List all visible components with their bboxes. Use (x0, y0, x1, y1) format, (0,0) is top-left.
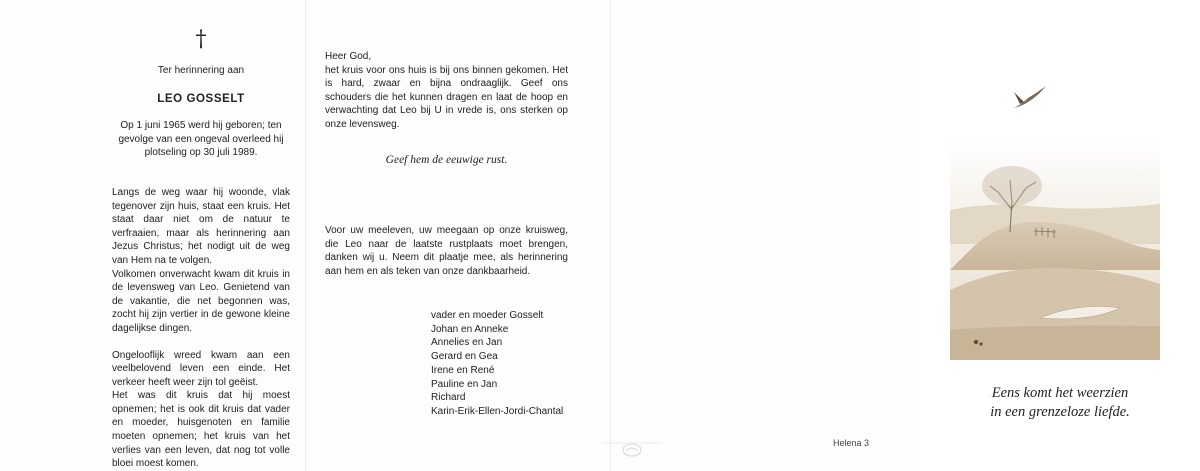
prayer-greeting: Heer God, (325, 51, 372, 62)
paragraph: Langs de weg waar hij woonde, vlak tegenover zijn huis, staat een kruis. Het staat daar niet om de natuur te verfraaien, maar als herinnering aan Jezus Christus; het nodigt uit de weg van Hem na te volgen. (112, 186, 290, 266)
rest-quote: Geef hem de eeuwige rust. (385, 153, 508, 166)
deceased-name: LEO GOSSELT (157, 92, 245, 105)
family-member: Gerard en Gea (431, 351, 498, 363)
family-member: Pauline en Jan (431, 378, 498, 390)
birth-death-text: Op 1 juni 1965 werd hij geboren; ten gevolge van een ongeval overleed hij plotseling op 30 juli 1989. (118, 120, 284, 159)
prayer-text: het kruis voor ons huis is bij ons binnen gekomen. Het is hard, zwaar en bijna ondraaglijk. Geef ons schouders die het kunnen dragen en laat de hoop en verwachting dat Leo bij U in vrede is, ons sterken op onze levensweg. (325, 64, 568, 130)
verse-line: in een grenzeloze liefde. (990, 404, 1130, 420)
printer-emblem-icon (600, 434, 664, 460)
print-label: Helena 3 (833, 438, 870, 448)
fold-line (305, 0, 306, 471)
paragraph: Het was dit kruis dat hij moest opnemen; het is ook dit kruis dat vader en moeder, huisgenoten en familie moeten opnemen; het kruis van het verlies van een leven, dat nog tot volle bloei moest komen. (112, 390, 290, 470)
family-member: Richard (431, 392, 466, 404)
family-member: Karin-Erik-Ellen-Jordi-Chantal (431, 405, 564, 417)
family-list (431, 309, 563, 419)
intro-text: Ter herinnering aan (157, 65, 245, 76)
family-member: Irene en René (431, 364, 495, 376)
middle-column (325, 50, 568, 279)
bird-icon (1014, 86, 1046, 108)
cross-icon: † (195, 27, 207, 52)
family-member: vader en moeder Gosselt (431, 310, 544, 321)
landscape-illustration (950, 60, 1160, 360)
left-column (112, 28, 290, 471)
family-member: Annelies en Jan (431, 337, 503, 349)
paragraph: Ongelooflijk wreed kwam aan een veelbelovend leven een einde. Het verkeer heeft weer zijn tol geëist. (112, 349, 290, 388)
verse-line: Eens komt het weerzien (991, 385, 1129, 401)
paragraph: Volkomen onverwacht kwam dit kruis in de levensweg van Leo. Genietend van de vakantie, die net begonnen was, zocht hij zijn vertier in de gewone kleine dagelijkse dingen. (112, 268, 290, 334)
fold-line (610, 0, 611, 471)
family-member: Johan en Anneke (431, 323, 509, 335)
thanks-text: Voor uw meeleven, uw meegaan op onze kruisweg, die Leo naar de laatste rustplaats moet brengen, danken wij u. Neem dit plaatje mee, als herinnering aan hem en als teken van onze dankbaarheid. (325, 225, 568, 277)
verse-text (938, 384, 1182, 422)
